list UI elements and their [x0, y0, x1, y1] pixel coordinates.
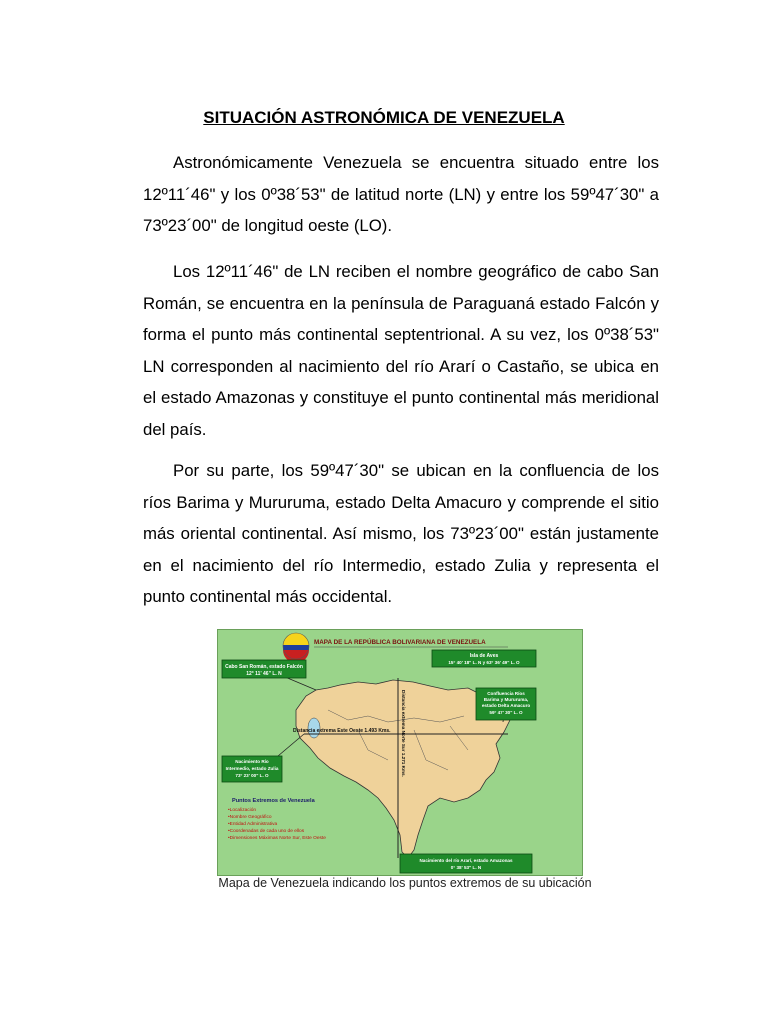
distance-north-south: Distancia extrema Norte Sur 1.271 Kms. — [401, 690, 406, 777]
legend-item: •Dimensiones Máximas Norte Sur, Este Oeste — [228, 836, 326, 841]
east-point-coords: 59° 47' 30" L. O — [489, 710, 523, 715]
north-point-box — [222, 660, 306, 678]
east-point-label-2: Barima y Mururuma, — [483, 697, 529, 702]
aves-point-box — [432, 650, 536, 667]
west-point-coords: 73° 23' 00" L. O — [235, 773, 269, 778]
venezuela-map — [218, 630, 582, 875]
legend-item: •Entidad Administrativa — [228, 822, 278, 827]
north-point-coords: 12° 11' 46" L. N — [246, 671, 282, 677]
aves-point-label: Isla de Aves — [469, 653, 499, 659]
legend-item: •Localización — [228, 808, 257, 813]
south-point-box — [400, 854, 532, 873]
south-point-coords: 0° 38' 53" L. N — [450, 865, 482, 870]
west-point-label-1: Nacimiento Río — [235, 759, 269, 764]
venezuela-map-figure — [217, 629, 583, 876]
legend-title: Puntos Extremos de Venezuela — [232, 798, 315, 804]
paragraph-3: Por su parte, los 59º47´30" se ubican en la confluencia de los ríos Barima y Mururuma, estado Delta Amacuro y comprende el sitio más oriental continental. Así mismo, los 73º23´00" están justamente en el nacimiento del río Intermedio, estado Zulia y representa el punto continental más occidental. — [143, 461, 659, 606]
legend-item: •Nombre Geográfico — [228, 815, 272, 820]
document-title: SITUACIÓN ASTRONÓMICA DE VENEZUELA — [203, 108, 565, 127]
distance-east-west: Distancia extrema Este Oeste 1.493 Kms. — [293, 728, 391, 734]
east-point-box — [476, 688, 536, 720]
west-point-box — [222, 756, 282, 782]
east-point-label-1: Confluencia Ríos — [487, 691, 525, 696]
map-legend — [228, 798, 326, 841]
south-point-label: Nacimiento del río Ararí, estado Amazonas — [419, 858, 513, 863]
paragraph-1: Astronómicamente Venezuela se encuentra situado entre los 12º11´46" y los 0º38´53" de latitud norte (LN) y entre los 59º47´30" a 73º23´00" de longitud oeste (LO). — [143, 153, 659, 235]
north-point-label: Cabo San Román, estado Falcón — [225, 664, 303, 670]
venezuela-flag-icon — [283, 633, 309, 663]
map-header: MAPA DE LA REPÚBLICA BOLIVARIANA DE VENEZUELA — [314, 639, 486, 646]
legend-item: •Coordenadas de cada uno de ellos — [228, 829, 305, 834]
figure-caption: Mapa de Venezuela indicando los puntos extremos de su ubicación — [218, 876, 592, 890]
paragraph-2: Los 12º11´46" de LN reciben el nombre geográfico de cabo San Román, se encuentra en la península de Paraguaná estado Falcón y forma el punto más continental septentrional. A su vez, los 0º38´53" LN corresponden al nacimiento del río Ararí o Castaño, se ubica en el estado Amazonas y constituye el punto continental más meridional del país. — [143, 262, 659, 439]
aves-point-coords: 15° 40' 18" L. N y 63° 36' 49" L. O — [448, 660, 520, 665]
west-point-label-2: Intermedio, estado Zulia — [225, 766, 279, 771]
east-point-label-3: estado Delta Amacuro — [481, 703, 531, 708]
